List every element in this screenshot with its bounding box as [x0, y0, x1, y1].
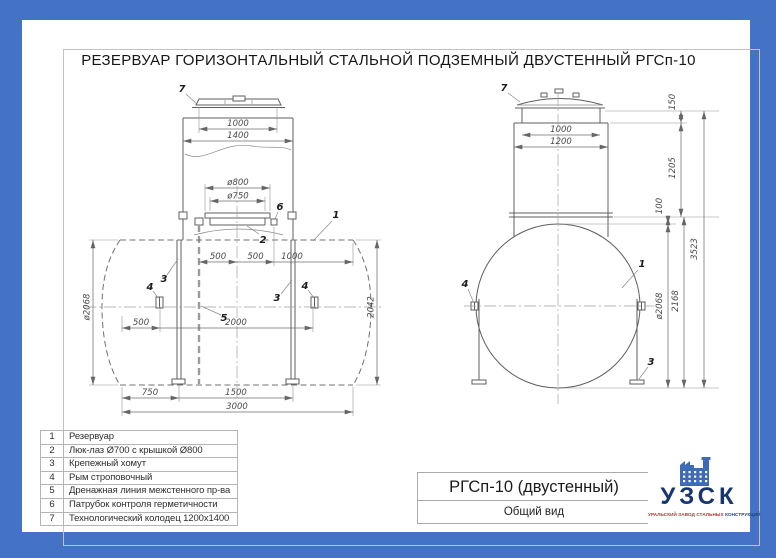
callout-1-side: 1: [332, 210, 340, 221]
end-view: [461, 83, 719, 404]
callout-4-side-right: 4: [301, 281, 309, 292]
callout-7-end: 7: [500, 83, 508, 94]
callout-3-side-right: 3: [273, 293, 281, 304]
parts-table: [40, 430, 238, 526]
dim-gap-height: 100: [655, 197, 665, 215]
dim-side-inner-diameter: 2042: [366, 296, 377, 318]
part-name: Крепежный хомут: [69, 458, 146, 470]
dim-well-height: 1205: [668, 157, 678, 179]
dim-cover-height: 150: [668, 93, 678, 111]
leak-control-nozzle: [271, 219, 277, 225]
well-wall-flange-right: [288, 212, 296, 219]
table-row: 6 Патрубок контроля герметичности: [41, 498, 237, 512]
drawing-title: РЕЗЕРВУАР ГОРИЗОНТАЛЬНЫЙ СТАЛЬНОЙ ПОДЗЕМНЫЙ ДВУСТЕННЫЙ РГСп-10: [81, 52, 696, 69]
side-view: [83, 84, 384, 416]
part-name: Рым строповочный: [69, 471, 153, 483]
logo-tagline-blue: КОНСТРУКЦИЙ: [725, 512, 761, 517]
callout-6-side: 6: [276, 202, 284, 213]
logo-tagline-red: УРАЛЬСКИЙ ЗАВОД СТАЛЬНЫХ: [648, 512, 724, 517]
callout-1-end: 1: [638, 259, 646, 270]
table-row: 7 Технологический колодец 1200x1400: [41, 512, 237, 526]
dim-manhole-neck: ø750: [227, 191, 249, 202]
logo-abbr: УЗСК: [660, 483, 738, 510]
dim-rym-offset: 500: [132, 318, 150, 328]
dim-total-height: 3523: [690, 238, 700, 260]
end-well: [509, 89, 613, 237]
logo-tagline: [648, 512, 761, 517]
callout-7-side: 7: [178, 84, 186, 95]
table-row: 2 Люк-лаз Ø700 с крышкой Ø800: [41, 444, 237, 458]
table-row: 4 Рым строповочный: [41, 471, 237, 485]
callout-2-side: 2: [259, 235, 267, 246]
callout-5-side: 5: [220, 313, 228, 324]
dim-end-lid: 1000: [550, 125, 572, 135]
dim-side-diameter: ø2068: [82, 293, 93, 321]
dim-seg1: 500: [209, 252, 227, 262]
dim-manhole-lid: ø800: [227, 178, 249, 188]
side-manhole: [194, 213, 283, 235]
table-row: 1 Резервуар: [41, 431, 237, 444]
dim-tank-height: 2168: [671, 290, 681, 312]
part-name: Резервуар: [69, 431, 114, 442]
dim-strap-span: 1500: [225, 388, 247, 398]
model-designation: РГСп-10 (двустенный): [418, 473, 650, 501]
title-block: [417, 472, 651, 524]
side-straps: [172, 240, 299, 384]
dim-end-well: 1200: [550, 137, 572, 147]
well-wall-flange-left: [179, 212, 187, 219]
dim-end-diameter: ø2068: [655, 292, 665, 320]
callout-3-side-left: 3: [160, 274, 168, 285]
dim-seg3: 1000: [281, 252, 303, 262]
view-name: Общий вид: [503, 506, 565, 518]
logo: [648, 454, 761, 525]
table-row: 3 Крепежный хомут: [41, 457, 237, 471]
part-name: Дренажная линия межстенного пр-ва: [69, 485, 231, 497]
dim-seg2: 500: [247, 252, 264, 262]
dim-well-top-inner: 1000: [227, 119, 249, 129]
drain-valve: [195, 218, 203, 225]
part-name: Патрубок контроля герметичности: [69, 498, 218, 510]
part-name: Технологический колодец 1200x1400: [69, 512, 230, 524]
callout-4-side-left: 4: [146, 282, 154, 293]
part-name: Люк-лаз Ø700 с крышкой Ø800: [69, 444, 203, 456]
callout-4-end: 4: [461, 279, 469, 290]
dim-well-top-outer: 1400: [227, 131, 249, 141]
dim-total-length: 3000: [226, 402, 248, 412]
dim-strap-offset: 750: [141, 388, 159, 398]
table-row: 5 Дренажная линия межстенного пр-ва: [41, 484, 237, 498]
callout-3-end: 3: [647, 357, 655, 368]
dim-rym-span: 2000: [225, 318, 247, 328]
